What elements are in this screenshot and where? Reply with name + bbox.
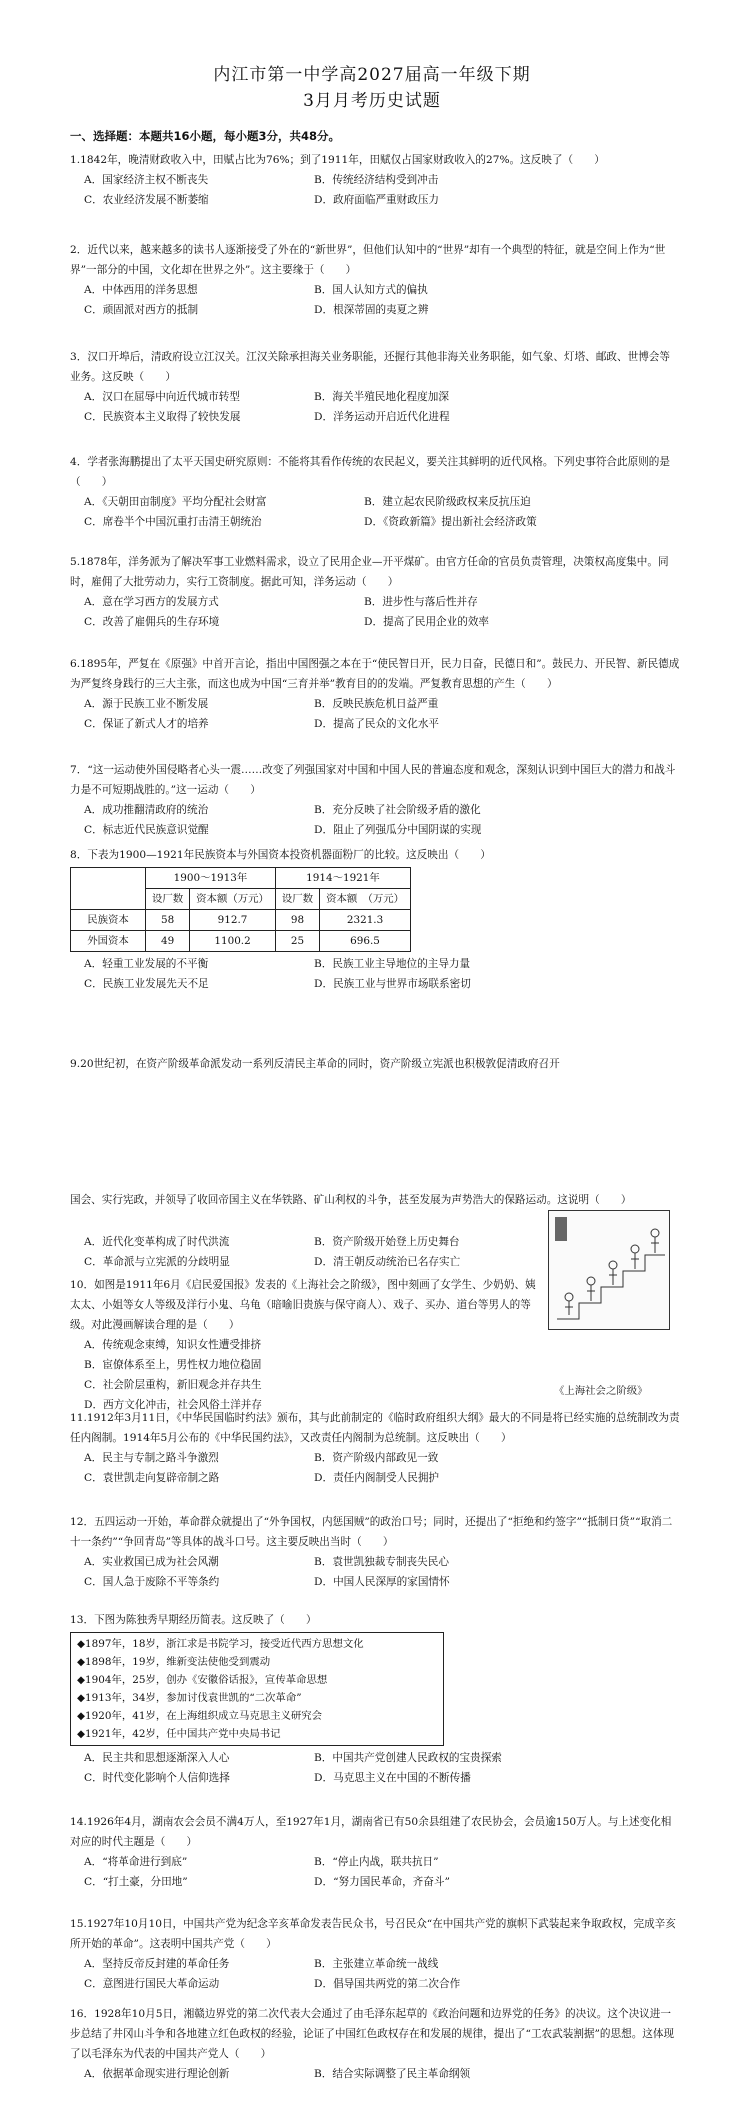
cartoon-drawing — [549, 1211, 669, 1329]
option-d: D．责任内阁制受人民拥护 — [314, 1472, 440, 1484]
option-c: C．民族工业发展先天不足 — [84, 978, 209, 990]
question-15 — [70, 1914, 680, 1994]
option-c: C．农业经济发展不断萎缩 — [84, 194, 209, 206]
question-stem: 11.1912年3月11日，《中华民国临时约法》颁布，其与此前制定的《临时政府组织大纲》最大的不同是将已经实施的总统制改为责任内阁制。1914年5月公布的《中华民国约法》，又改责任内阁制为总统制。这反映出（ ） — [70, 1412, 680, 1444]
row-label: 民族资本 — [71, 910, 146, 931]
section-heading: 一、选择题：本题共16小题，每小题3分，共48分。 — [70, 129, 341, 143]
option-c: C．保证了新式人才的培养 — [84, 718, 209, 730]
question-stem: 10．如图是1911年6月《启民爱国报》发表的《上海社会之阶级》，图中刻画了女学生、少奶奶、姨太太、小姐等女人等级及洋行小鬼、乌龟（暗喻旧贵族与保守商人）、戏子、买办、道台等男人的等级。对此漫画解读合理的是（ ） — [70, 1279, 536, 1331]
question-stem: 4．学者张海鹏提出了太平天国史研究原则：不能将其看作传统的农民起义，要关注其鲜明的近代风格。下列史事符合此原则的是（ ） — [70, 456, 670, 488]
option-c: C．席卷半个中国沉重打击清王朝统治 — [84, 516, 262, 528]
table-row — [71, 931, 411, 952]
options — [70, 1748, 680, 1788]
question-stem: 16．1928年10月5日，湘赣边界党的第二次代表大会通过了由毛泽东起草的《政治问题和边界党的任务》的决议。这个决议进一步总结了井冈山斗争和各地建立红色政权的经验，论证了中国红色政权存在和发展的规律，提出了“工农武装割据”的思想。这体现了以毛泽东为代表的中国共产党人（ ） — [70, 2008, 675, 2060]
cell: 98 — [275, 910, 319, 931]
question-11 — [70, 1408, 680, 1488]
options — [70, 1552, 680, 1592]
question-stem: 国会、实行宪政，并领导了收回帝国主义在华铁路、矿山利权的斗争，甚至发展为声势浩大的保路运动。这说明（ ） — [70, 1194, 632, 1206]
option-a: A．坚持反帝反封建的革命任务 — [84, 1958, 230, 1970]
option-a: A．国家经济主权不断丧失 — [84, 174, 209, 186]
question-stem: 9.20世纪初，在资产阶级革命派发动一系列反清民主革命的同时，资产阶级立宪派也积极敦促清政府召开 — [70, 1058, 560, 1070]
table-header-count: 设厂数 — [275, 889, 319, 910]
exam-subtitle: 3月月考历史试题 — [303, 91, 441, 111]
question-10 — [70, 1275, 540, 1415]
option-b: B．资产阶级内部政见一致 — [314, 1452, 439, 1464]
cell: 2321.3 — [320, 910, 411, 931]
table-row — [71, 910, 411, 931]
question-14 — [70, 1812, 680, 1892]
chen-duxiu-timeline — [70, 1632, 444, 1746]
timeline-item: ◆1921年，42岁，任中国共产党中央局书记 — [77, 1728, 281, 1740]
question-stem: 2．近代以来，越来越多的读书人逐渐接受了外在的“新世界”，但他们认知中的“世界”却有一个典型的特征，就是空间上作为“世界”一部分的中国，文化却在世界之外”。这主要缘于（ ） — [70, 244, 666, 276]
cell: 49 — [146, 931, 190, 952]
option-b: B．中国共产党创建人民政权的宝贵探索 — [314, 1752, 502, 1764]
cell: 696.5 — [320, 931, 411, 952]
question-9-part-1 — [70, 1054, 680, 1074]
question-9-options — [70, 1232, 540, 1272]
options — [70, 1954, 680, 1994]
option-b: B．充分反映了社会阶级矛盾的激化 — [314, 804, 481, 816]
option-a: A．“将革命进行到底” — [84, 1856, 188, 1868]
option-b: B．建立起农民阶级政权来反抗压迫 — [364, 496, 531, 508]
flour-mill-table — [70, 867, 411, 952]
options — [70, 280, 680, 320]
question-stem: 3．汉口开埠后，清政府设立江汉关。江汉关除承担海关业务职能，还握行其他非海关业务职能，如气象、灯塔、邮政、世博会等业务。这反映（ ） — [70, 351, 670, 383]
cell: 912.7 — [190, 910, 276, 931]
option-c: C．时代变化影响个人信仰选择 — [84, 1772, 230, 1784]
option-b: B．传统经济结构受到冲击 — [314, 174, 439, 186]
option-a: A．《天朝田亩制度》平均分配社会财富 — [84, 496, 267, 508]
options — [70, 170, 680, 210]
option-d: D．根深蒂固的夷夏之辨 — [314, 304, 429, 316]
options — [70, 1852, 680, 1892]
table-period-1: 1900～1913年 — [146, 868, 276, 889]
option-c: C．顽固派对西方的抵制 — [84, 304, 199, 316]
question-12 — [70, 1512, 680, 1592]
row-label: 外国资本 — [71, 931, 146, 952]
option-b: B．国人认知方式的偏执 — [314, 284, 428, 296]
question-6 — [70, 654, 680, 734]
option-c: C．袁世凯走向复辟帝制之路 — [84, 1472, 220, 1484]
exam-title: 内江市第一中学高2027届高一年级下期 — [213, 65, 531, 85]
option-d: D．洋务运动开启近代化进程 — [314, 411, 450, 423]
question-stem: 15.1927年10月10日，中国共产党为纪念辛亥革命发表告民众书，号召民众“在中国共产党的旗帜下武装起来争取政权，完成辛亥所开始的革命”。这表明中国共产党（ ） — [70, 1918, 676, 1950]
option-a: A．轻重工业发展的不平衡 — [84, 958, 209, 970]
question-stem: 12．五四运动一开始，革命群众就提出了“外争国权，内惩国贼”的政治口号；同时，还提出了“拒绝和约签字”“抵制日货”“取消二十一条约”“争回青岛”等具体的战斗口号。这主要反映出当时（ ） — [70, 1516, 673, 1548]
options — [70, 694, 680, 734]
option-b: B．海关半殖民地化程度加深 — [314, 391, 449, 403]
question-stem: 8．下表为1900—1921年民族资本与外国资本投资机器面粉厂的比较。这反映出（ ） — [70, 849, 491, 861]
options — [70, 1335, 540, 1415]
timeline-item: ◆1897年，18岁，浙江求是书院学习，接受近代西方思想文化 — [77, 1638, 364, 1650]
options — [70, 1448, 680, 1488]
question-16 — [70, 2004, 680, 2084]
options — [70, 1232, 540, 1272]
table-header-capital: 资本额（万元） — [190, 889, 276, 910]
option-c: C．“打土豪，分田地” — [84, 1876, 188, 1888]
option-d: D．提高了民众的文化水平 — [314, 718, 440, 730]
question-13 — [70, 1610, 680, 1788]
option-c: C．改善了雇佣兵的生存环境 — [84, 616, 220, 628]
option-b: B．进步性与落后性并存 — [364, 596, 478, 608]
question-stem: 7．“这一运动使外国侵略者心头一震……改变了列强国家对中国和中国人民的普遍态度和观念，深刻认识到中国巨大的潜力和战斗力是不可短期战胜的。”这一运动（ ） — [70, 764, 676, 796]
question-stem: 1.1842年，晚清财政收入中，田赋占比为76%；到了1911年，田赋仅占国家财政收入的27%。这反映了（ ） — [70, 154, 605, 166]
cartoon-image — [548, 1210, 670, 1330]
cell: 1100.2 — [190, 931, 276, 952]
table-header-count: 设厂数 — [146, 889, 190, 910]
option-d: D．西方文化冲击，社会风俗土洋并存 — [84, 1399, 262, 1411]
option-b: B．资产阶级开始登上历史舞台 — [314, 1236, 460, 1248]
timeline-item: ◆1898年，19岁，维新变法使他受到震动 — [77, 1656, 271, 1668]
question-5 — [70, 552, 680, 632]
option-d: D．提高了民用企业的效率 — [364, 616, 490, 628]
question-3 — [70, 347, 680, 427]
option-c: C．国人急于废除不平等条约 — [84, 1576, 220, 1588]
option-d: D．政府面临严重财政压力 — [314, 194, 440, 206]
option-d: D．“努力国民革命，齐奋斗” — [314, 1876, 450, 1888]
option-d: D．清王朝反动统治已名存实亡 — [314, 1256, 461, 1268]
option-c: C．民族资本主义取得了较快发展 — [84, 411, 241, 423]
option-a: A．依据革命现实进行理论创新 — [84, 2068, 230, 2080]
option-b: B．宦僚体系至上，男性权力地位稳固 — [84, 1359, 262, 1371]
question-4 — [70, 452, 680, 532]
option-b: B．结合实际调整了民主革命纲领 — [314, 2068, 471, 2080]
option-d: D．中国人民深厚的家国情怀 — [314, 1576, 450, 1588]
options — [70, 800, 680, 840]
option-c: C．革命派与立宪派的分歧明显 — [84, 1256, 230, 1268]
option-a: A．汉口在屈辱中向近代城市转型 — [84, 391, 240, 403]
option-d: D．《资政新篇》提出新社会经济政策 — [364, 516, 537, 528]
timeline-item: ◆1920年，41岁，在上海组织成立马克思主义研究会 — [77, 1710, 323, 1722]
option-b: B．“停止内战，联共抗日” — [314, 1856, 439, 1868]
options — [70, 387, 680, 427]
timeline-item: ◆1904年，25岁，创办《安徽俗话报》，宣传革命思想 — [77, 1674, 328, 1686]
options — [70, 492, 680, 532]
option-b: B．主张建立革命统一战线 — [314, 1958, 439, 1970]
option-b: B．反映民族危机日益严重 — [314, 698, 439, 710]
option-a: A．近代化变革构成了时代洪流 — [84, 1236, 230, 1248]
question-stem: 13．下图为陈独秀早期经历简表。这反映了（ ） — [70, 1614, 317, 1626]
option-d: D．阻止了列强瓜分中国阴谋的实现 — [314, 824, 482, 836]
option-b: B．袁世凯独裁专制丧失民心 — [314, 1556, 449, 1568]
option-c: C．社会阶层重构，新旧观念并存共生 — [84, 1379, 262, 1391]
option-a: A．民主与专制之路斗争激烈 — [84, 1452, 219, 1464]
cell: 58 — [146, 910, 190, 931]
option-b: B．民族工业主导地位的主导力量 — [314, 958, 471, 970]
question-stem: 5.1878年，洋务派为了解决军事工业燃料需求，设立了民用企业—开平煤矿。由官方任命的官员负责管理，决策权高度集中。同时，雇佣了大批劳动力，实行工资制度。据此可知，洋务运动（ ） — [70, 556, 669, 588]
timeline-item: ◆1913年，34岁，参加讨伐袁世凯的“二次革命” — [77, 1692, 302, 1704]
option-d: D．民族工业与世界市场联系密切 — [314, 978, 471, 990]
cartoon-caption: 《上海社会之阶级》 — [554, 1385, 648, 1397]
option-a: A．源于民族工业不断发展 — [84, 698, 209, 710]
question-7 — [70, 760, 680, 840]
option-a: A．成功推翻清政府的统治 — [84, 804, 209, 816]
options — [70, 592, 680, 632]
option-c: C．标志近代民族意识觉醒 — [84, 824, 209, 836]
option-a: A．中体西用的洋务思想 — [84, 284, 198, 296]
question-8 — [70, 845, 680, 994]
table-period-2: 1914～1921年 — [275, 868, 410, 889]
option-a: A．意在学习西方的发展方式 — [84, 596, 219, 608]
option-a: A．传统观念束缚，知识女性遭受排挤 — [84, 1339, 262, 1351]
cell: 25 — [275, 931, 319, 952]
question-9-part-2 — [70, 1190, 632, 1210]
option-c: C．意图进行国民大革命运动 — [84, 1978, 220, 1990]
option-a: A．民主共和思想逐渐深入人心 — [84, 1752, 230, 1764]
option-a: A．实业救国已成为社会风潮 — [84, 1556, 219, 1568]
table-header-capital: 资本额 （万元） — [320, 889, 411, 910]
options — [70, 954, 680, 994]
question-stem: 6.1895年，严复在《原强》中首开言论，指出中国图强之本在于“使民智日开，民力日奋，民德日和”。鼓民力、开民智、新民德成为严复终身践行的三大主张，而这也成为中国“三育并举”教育目的的发端。严复教育思想的产生（ ） — [70, 658, 680, 690]
options — [70, 2064, 680, 2084]
question-stem: 14.1926年4月，湖南农会会员不满4万人，至1927年1月，湖南省已有50余县组建了农民协会，会员逾150万人。与上述变化相对应的时代主题是（ ） — [70, 1816, 672, 1848]
option-d: D．倡导国共两党的第二次合作 — [314, 1978, 461, 1990]
option-d: D．马克思主义在中国的不断传播 — [314, 1772, 471, 1784]
question-1 — [70, 150, 680, 210]
question-2 — [70, 240, 680, 320]
